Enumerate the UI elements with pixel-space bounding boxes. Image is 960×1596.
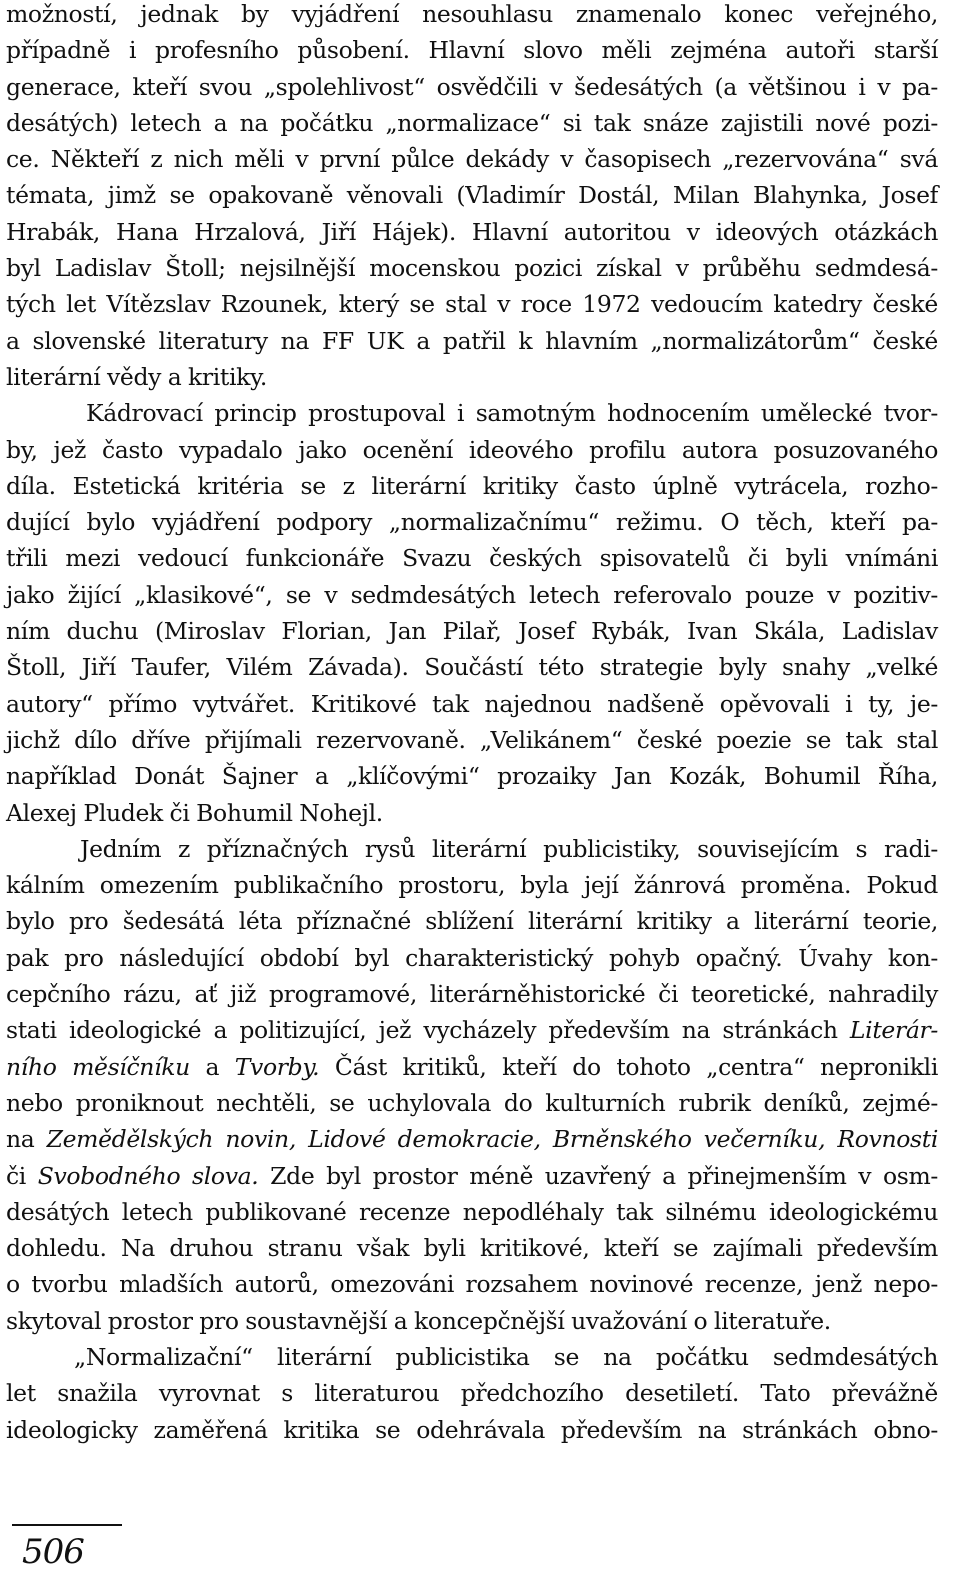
text-line: byl Ladislav Štoll; nejsilnější mocenskou pozici získal v průběhu sedmdesá- [6, 254, 938, 283]
italic-run: Literár- [849, 1016, 938, 1045]
text-line: bylo pro šedesátá léta příznačné sblížení literární kritiky a literární teorie, [6, 907, 938, 936]
text-line: Jedním z příznačných rysů literární publicistiky, souvisejícím s radi- [80, 834, 938, 863]
text-line: díla. Estetická kritéria se z literární kritiky často úplně vytrácela, rozho- [6, 471, 938, 500]
text-line: případně i profesního působení. Hlavní slovo měli zejména autoři starší [6, 36, 938, 65]
text-line: generace, kteří svou „spolehlivost“ osvědčili v šedesátých (a většinou i v pa- [6, 72, 938, 101]
text-line: pak pro následující období byl charakteristický pohyb opačný. Úvahy kon- [6, 943, 938, 972]
text-line: například Donát Šajner a „klíčovými“ prozaiky Jan Kozák, Bohumil Říha, [6, 762, 938, 791]
text-run: či [6, 1161, 38, 1190]
text-line-mixed [6, 1158, 938, 1194]
text-run: Zde byl prostor méně uzavřený a přinejmenším v osm- [258, 1161, 938, 1190]
page-body-text [6, 0, 938, 1448]
paragraph-4 [6, 1339, 938, 1448]
text-line: témata, jimž se opakovaně věnovali (Vladimír Dostál, Milan Blahynka, Josef [6, 181, 938, 210]
text-line: ideologicky zaměřená kritika se odehrávala především na stránkách obno- [6, 1415, 938, 1444]
text-line: kálním omezením publikačního prostoru, byla její žánrová proměna. Pokud [6, 871, 938, 900]
text-line: jako žijící „klasikové“, se v sedmdesátých letech referovalo pouze v pozitiv- [6, 580, 938, 609]
italic-run: ního měsíčníku [6, 1052, 190, 1081]
text-line: a slovenské literatury na FF UK a patřil k hlavním „normalizátorům“ české [6, 326, 938, 355]
text-line: desátých letech publikované recenze nepodléhaly tak silnému ideologickému [6, 1197, 938, 1226]
text-line: třili mezi vedoucí funkcionáře Svazu českých spisovatelů či byli vnímáni [6, 544, 938, 573]
text-run: na [6, 1125, 47, 1154]
text-line: nebo proniknout nechtěli, se uchylovala do kulturních rubrik deníků, zejmé- [6, 1088, 938, 1117]
text-line: o tvorbu mladších autorů, omezováni rozsahem novinové recenze, jenž nepo- [6, 1270, 938, 1299]
italic-run: Tvorby. [234, 1052, 320, 1081]
text-line: Hrabák, Hana Hrzalová, Jiří Hájek). Hlavní autoritou v ideových otázkách [6, 217, 938, 246]
text-line: „Normalizační“ literární publicistika se na počátku sedmdesátých [74, 1342, 938, 1371]
footer-rule [12, 1524, 122, 1526]
text-line: tých let Vítězslav Rzounek, který se stal v roce 1972 vedoucím katedry české [6, 290, 938, 319]
text-line: možností, jednak by vyjádření nesouhlasu znamenalo konec veřejného, [6, 0, 938, 28]
paragraph-2 [6, 395, 938, 831]
italic-run: Svobodného slova. [37, 1161, 259, 1190]
paragraph-1 [6, 0, 938, 395]
paragraph-3 [6, 831, 938, 1339]
text-line: ce. Někteří z nich měli v první půlce dekády v časopisech „rezervována“ svá [6, 145, 938, 174]
text-line-mixed [6, 1121, 938, 1157]
text-line-mixed [6, 1012, 938, 1048]
text-run: stati ideologické a politizující, jež vycházely především na stránkách [6, 1016, 850, 1045]
text-line: literární vědy a kritiky. [6, 362, 267, 391]
page-number: 506 [22, 1532, 84, 1572]
text-line: Kádrovací princip prostupoval i samotným hodnocením umělecké tvor- [86, 399, 938, 428]
text-line: autory“ přímo vytvářet. Kritikové tak najednou nadšeně opěvovali i ty, je- [6, 689, 938, 718]
text-line: Štoll, Jiří Taufer, Vilém Závada). Součástí této strategie byly snahy „velké [6, 653, 938, 682]
text-line: dující bylo vyjádření podpory „normalizačnímu“ režimu. O těch, kteří pa- [6, 508, 938, 537]
text-line-mixed [6, 1049, 938, 1085]
text-line: by, jež často vypadalo jako ocenění ideového profilu autora posuzovaného [6, 435, 938, 464]
text-run: Část kritiků, kteří do tohoto „centra“ nepronikli [319, 1052, 938, 1081]
text-line: cepčního rázu, ať již programové, literárněhistorické či teoretické, nahradily [6, 980, 938, 1009]
text-line: jichž dílo dříve přijímali rezervovaně. „Velikánem“ české poezie se tak stal [6, 725, 938, 754]
text-line: let snažila vyrovnat s literaturou předchozího desetiletí. Tato převážně [6, 1379, 938, 1408]
italic-run: Zemědělských novin, Lidové demokracie, Brněnského večerníku, Rovnosti [46, 1125, 938, 1154]
text-line: desátých) letech a na počátku „normalizace“ si tak snáze zajistili nové pozi- [6, 108, 938, 137]
text-run: a [205, 1052, 235, 1081]
text-line: Alexej Pludek či Bohumil Nohejl. [6, 798, 383, 827]
text-line: dohledu. Na druhou stranu však byli kritikové, kteří se zajímali především [6, 1234, 938, 1263]
text-line: skytoval prostor pro soustavnější a koncepčnější uvažování o literatuře. [6, 1306, 831, 1335]
text-line: ním duchu (Miroslav Florian, Jan Pilař, Josef Rybák, Ivan Skála, Ladislav [6, 617, 938, 646]
